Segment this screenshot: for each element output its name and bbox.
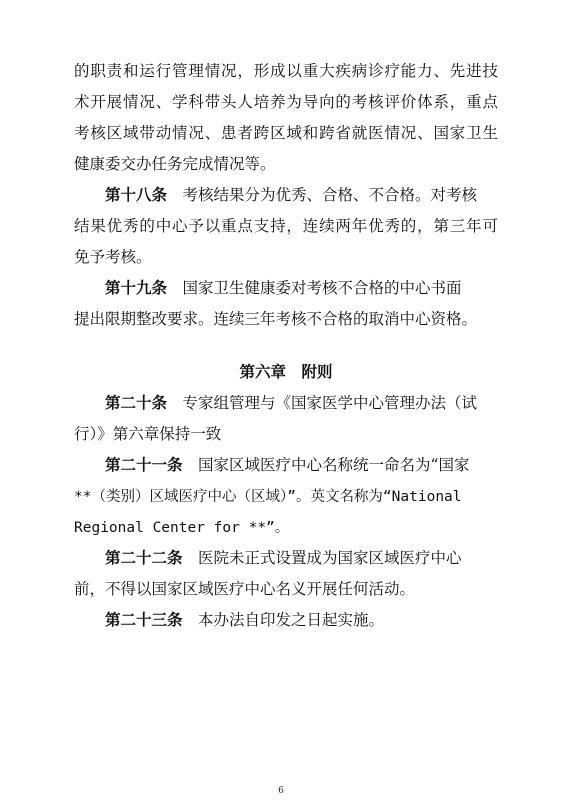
article-23 <box>74 605 498 636</box>
paragraph-line: 免予考核。 <box>74 248 152 266</box>
article-20-title: 第二十条 <box>105 394 168 412</box>
paragraph-line: 的职责和运行管理情况，形成以重大疾病诊疗能力、先进技 <box>74 62 498 80</box>
article-21-line-2: **（类别）区域医疗中心（区域）”。英文名称为“National <box>74 489 462 505</box>
paragraph-line: 结果优秀的中心予以重点支持，连续两年优秀的，第三年可 <box>74 217 498 235</box>
paragraph-line: 提出限期整改要求。连续三年考核不合格的取消中心资格。 <box>74 310 478 328</box>
paragraph-line: 行）》第六章保持一致 <box>74 425 222 443</box>
paragraph-line <box>74 481 498 512</box>
chapter-heading: 第六章 附则 <box>239 363 333 381</box>
article-20-text: 专家组管理与《国家医学中心管理办法（试 <box>182 394 478 412</box>
article-22-title: 第二十二条 <box>105 549 183 567</box>
article-21-line-3: Regional Center for **”。 <box>74 520 290 536</box>
article-21 <box>74 450 498 481</box>
paragraph-line: 健康委交办任务完成情况等。 <box>74 155 276 173</box>
article-19-title: 第十九条 <box>105 279 168 297</box>
paragraph-line: 术开展情况、学科带头人培养为导向的考核评价体系，重点 <box>74 93 498 111</box>
article-18-title: 第十八条 <box>105 186 168 204</box>
paragraph-line: 考核区域带动情况、患者跨区域和跨省就医情况、国家卫生 <box>74 124 498 142</box>
article-20 <box>74 388 498 419</box>
section-gap <box>74 335 498 357</box>
article-21-title: 第二十一条 <box>105 456 183 474</box>
article-19-text: 国家卫生健康委对考核不合格的中心书面 <box>182 279 462 297</box>
article-19 <box>74 273 498 304</box>
article-22 <box>74 543 498 574</box>
document-body <box>74 56 498 636</box>
article-22-text: 医院未正式设置成为国家区域医疗中心 <box>198 549 462 567</box>
paragraph-line <box>74 512 498 543</box>
article-21-text: 国家区域医疗中心名称统一命名为“国家 <box>198 456 470 474</box>
paragraph-line: 前，不得以国家区域医疗中心名义开展任何活动。 <box>74 580 416 598</box>
article-18-text: 考核结果分为优秀、合格、不合格。对考核 <box>182 186 478 204</box>
article-23-title: 第二十三条 <box>105 611 183 629</box>
article-23-text: 本办法自印发之日起实施。 <box>198 611 385 629</box>
article-18 <box>74 180 498 211</box>
page-number: 6 <box>278 786 284 796</box>
